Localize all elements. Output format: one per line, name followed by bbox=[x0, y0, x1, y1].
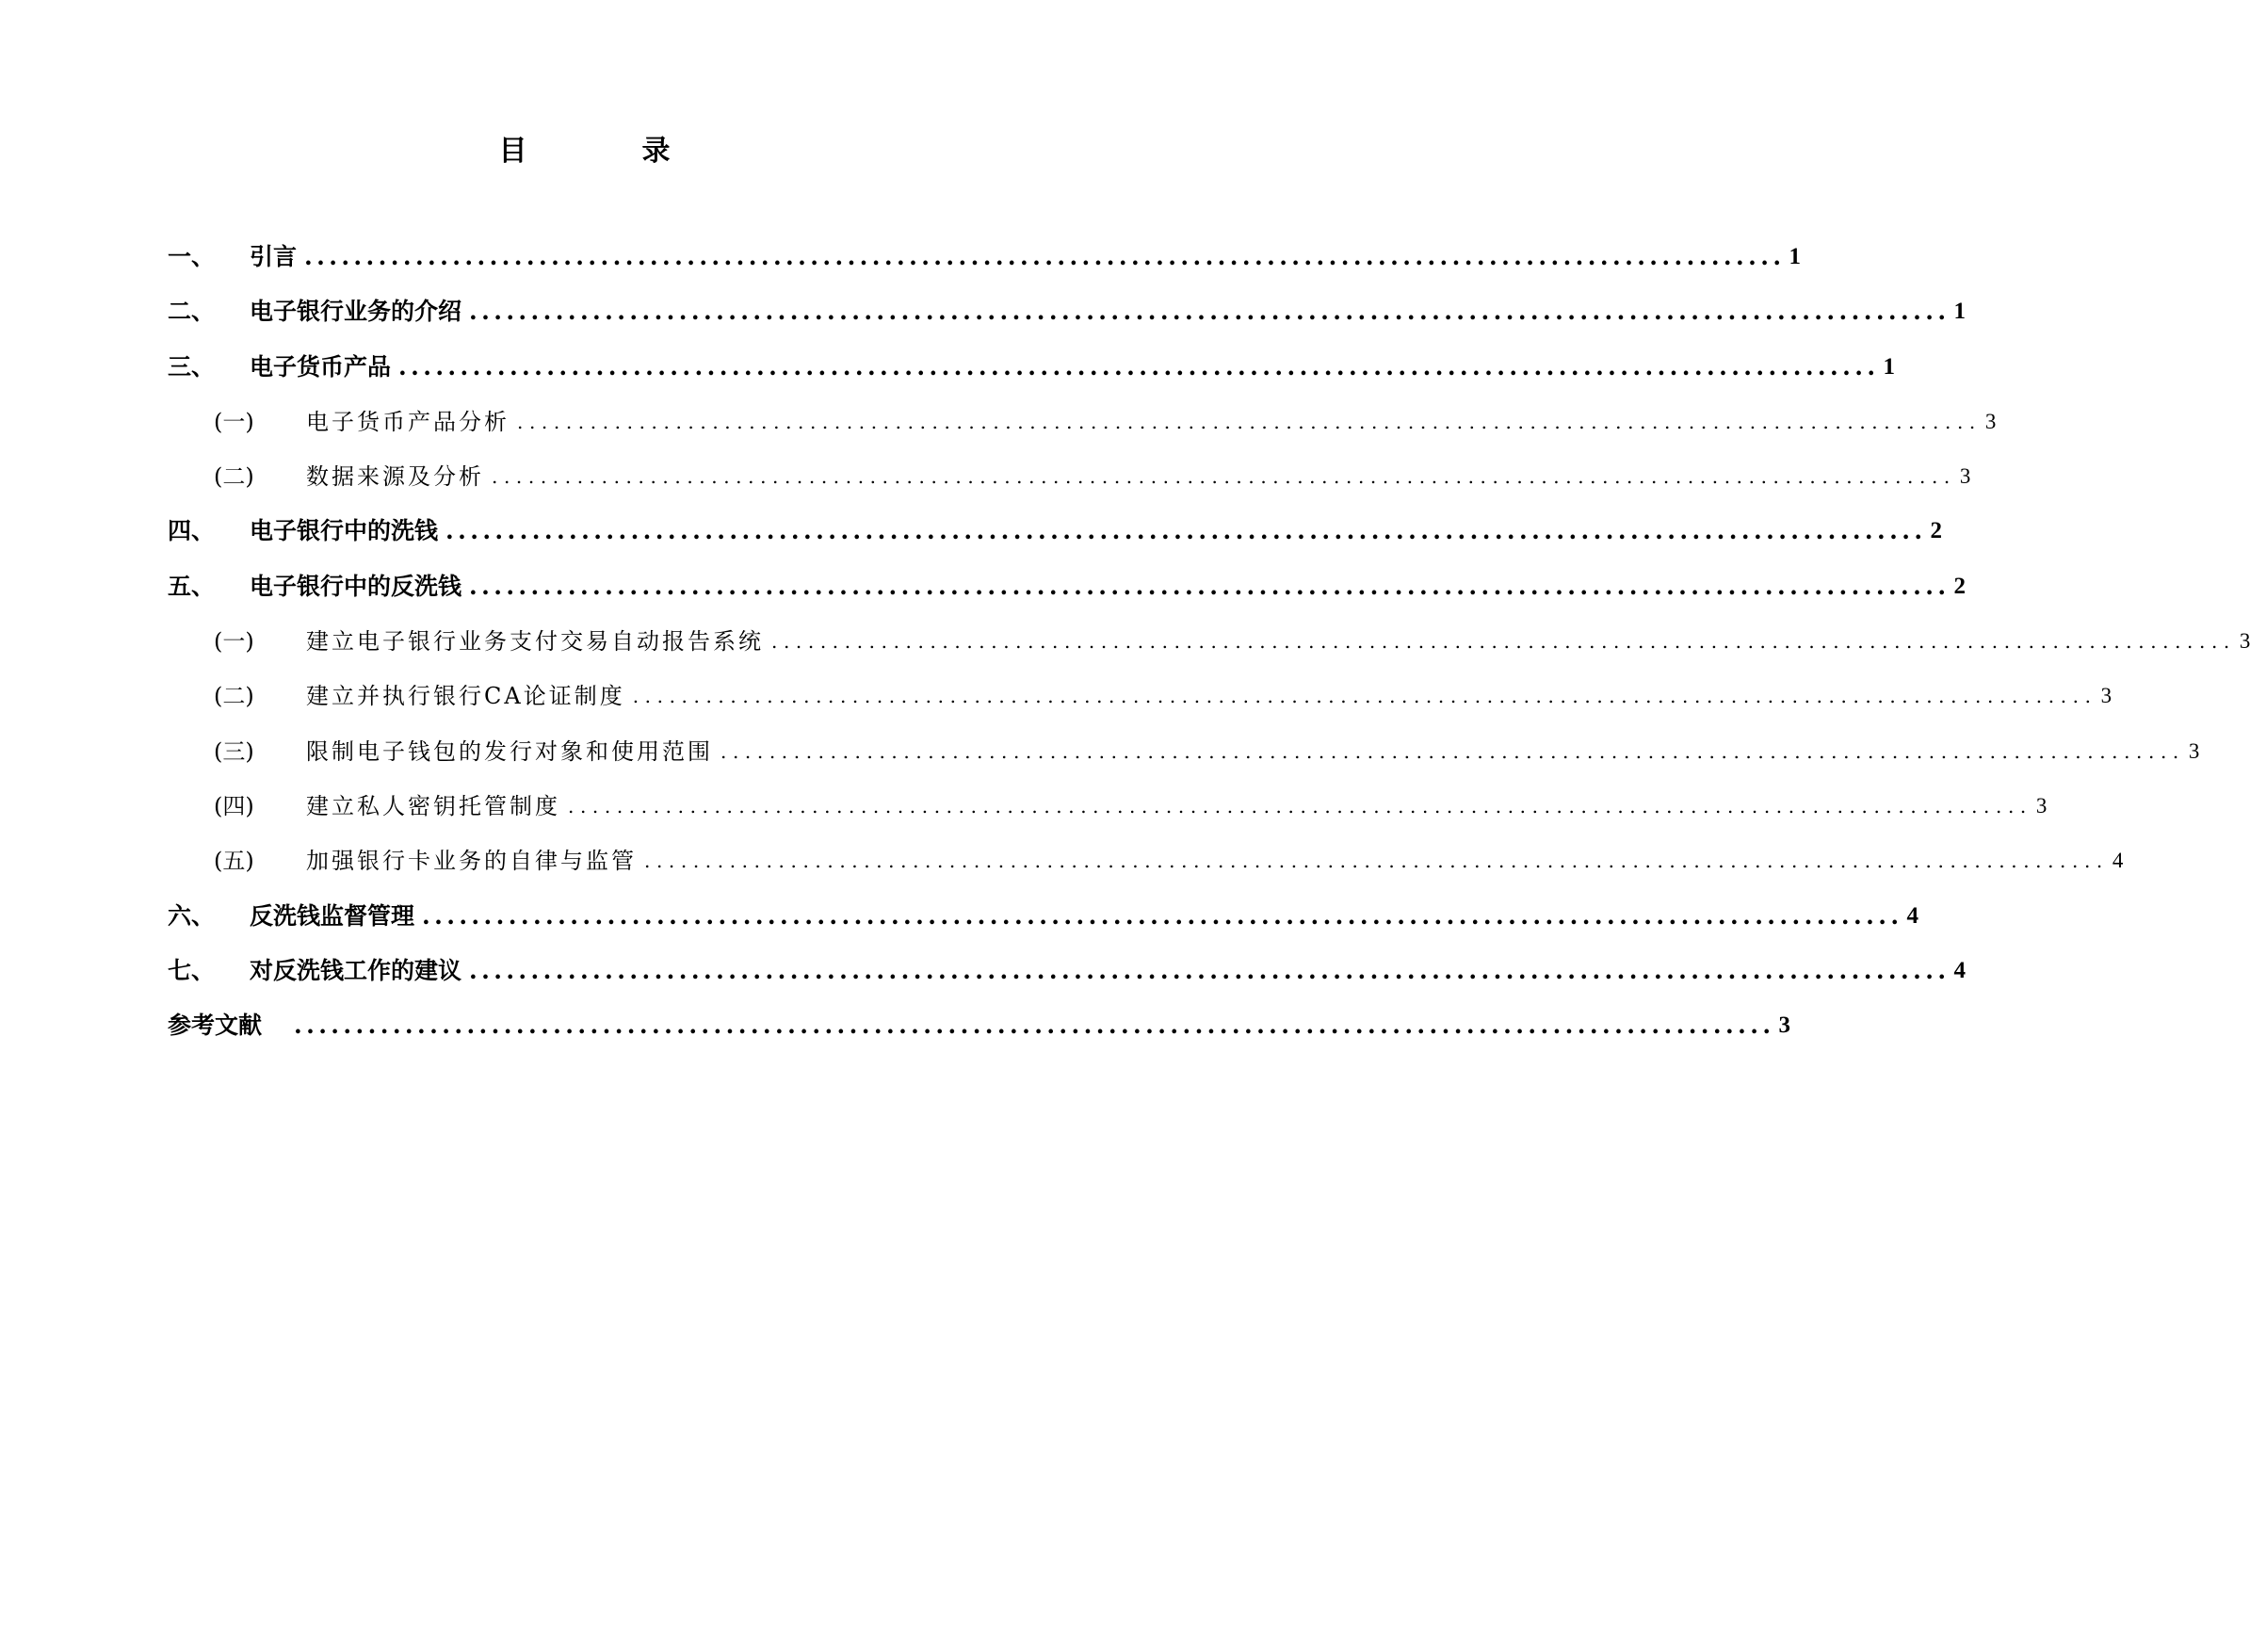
toc-entry-label: 电子货币产品分析 bbox=[306, 408, 510, 435]
toc-entry-label: 加强银行卡业务的自律与监管 bbox=[306, 848, 637, 875]
toc-subentry[interactable] bbox=[168, 737, 2200, 792]
toc-entry-label: 建立并执行银行CA论证制度 bbox=[306, 683, 625, 710]
dot-leader: ........................................................................................................................ bbox=[398, 352, 1880, 381]
toc-entry-label: 参考文献 bbox=[168, 1012, 263, 1040]
toc-subentry[interactable] bbox=[168, 682, 2112, 737]
dot-leader: ........................................................................................................................ bbox=[632, 685, 2097, 708]
dot-leader: ........................................................................................................................ bbox=[469, 956, 1951, 984]
toc-entry-page: 4 bbox=[1953, 957, 1966, 983]
toc-entry-number: 三、 bbox=[168, 352, 216, 381]
toc-subentry[interactable] bbox=[168, 408, 1997, 462]
dot-leader: ........................................................................................................................ bbox=[492, 465, 1956, 489]
toc-entry-number: (五) bbox=[214, 848, 254, 875]
toc-entry[interactable] bbox=[168, 243, 1801, 298]
table-of-contents bbox=[168, 243, 2250, 1066]
toc-entry-number: 七、 bbox=[168, 956, 216, 984]
toc-entry-number: 六、 bbox=[168, 901, 216, 930]
toc-subentry[interactable] bbox=[168, 792, 2048, 847]
toc-entry-page: 2 bbox=[1930, 518, 1942, 544]
toc-entry-page: 3 bbox=[2188, 738, 2200, 763]
toc-entry[interactable] bbox=[168, 352, 1895, 408]
toc-entry-label: 对反洗钱工作的建议 bbox=[250, 956, 462, 984]
dot-leader: ........................................................................................................................ bbox=[469, 572, 1951, 600]
dot-leader: ........................................................................................................................ bbox=[517, 410, 1982, 433]
toc-entry-label: 电子银行中的反洗钱 bbox=[250, 572, 462, 600]
toc-entry-number: (二) bbox=[214, 683, 254, 710]
toc-subentry[interactable] bbox=[168, 847, 2124, 901]
toc-entry[interactable] bbox=[168, 298, 1966, 352]
toc-entry-number: (四) bbox=[214, 792, 254, 819]
toc-entry-page: 3 bbox=[2035, 793, 2048, 818]
toc-entry-page: 4 bbox=[1906, 902, 1918, 929]
toc-entry-number: (三) bbox=[214, 737, 254, 765]
toc-entry-number: 一、 bbox=[168, 243, 216, 270]
toc-entry-label: 反洗钱监督管理 bbox=[250, 901, 415, 930]
dot-leader: ........................................................................................................................ bbox=[568, 794, 2032, 818]
dot-leader: ........................................................................................................................ bbox=[720, 739, 2185, 763]
toc-entry-page: 3 bbox=[1984, 409, 1997, 433]
toc-entry-number: 五、 bbox=[168, 572, 216, 600]
toc-entry-label: 引言 bbox=[250, 243, 298, 270]
dot-leader: ........................................................................................................................ bbox=[644, 850, 2109, 873]
dot-leader: ........................................................................................................................ bbox=[294, 1012, 1775, 1040]
toc-entry-page: 1 bbox=[1953, 299, 1966, 325]
toc-entry-page: 3 bbox=[1959, 464, 1971, 489]
toc-entry-page: 3 bbox=[2239, 629, 2250, 654]
toc-entry-label: 电子银行业务的介绍 bbox=[250, 298, 462, 326]
toc-subentry[interactable] bbox=[168, 462, 1971, 517]
toc-entry[interactable] bbox=[168, 517, 1942, 572]
toc-entry[interactable] bbox=[168, 956, 1966, 1012]
toc-entry-number: 四、 bbox=[168, 517, 216, 545]
toc-subentry[interactable] bbox=[168, 627, 2250, 682]
toc-entry-label: 数据来源及分析 bbox=[306, 463, 484, 491]
toc-entry-label: 建立电子银行业务支付交易自动报告系统 bbox=[306, 628, 764, 656]
toc-entry-label: 限制电子钱包的发行对象和使用范围 bbox=[306, 737, 713, 765]
toc-entry-number: (一) bbox=[214, 628, 254, 656]
toc-entry-number: 二、 bbox=[168, 298, 216, 326]
toc-entry[interactable] bbox=[168, 901, 1918, 957]
dot-leader: ........................................................................................................................ bbox=[771, 630, 2236, 654]
dot-leader: ........................................................................................................................ bbox=[422, 901, 1903, 930]
dot-leader: ........................................................................................................................ bbox=[304, 243, 1786, 270]
toc-entry-references[interactable] bbox=[168, 1012, 1790, 1066]
toc-entry[interactable] bbox=[168, 572, 1966, 627]
toc-entry-label: 电子货币产品 bbox=[250, 352, 392, 381]
toc-entry-page: 3 bbox=[2100, 684, 2112, 708]
toc-entry-label: 建立私人密钥托管制度 bbox=[306, 792, 560, 819]
dot-leader: ........................................................................................................................ bbox=[445, 517, 1927, 545]
toc-title: 目 录 bbox=[498, 135, 714, 168]
toc-entry-label: 电子银行中的洗钱 bbox=[250, 517, 439, 545]
toc-entry-number: (二) bbox=[214, 463, 254, 491]
toc-entry-page: 1 bbox=[1883, 353, 1895, 380]
dot-leader: ........................................................................................................................ bbox=[469, 298, 1951, 326]
toc-entry-page: 4 bbox=[2112, 849, 2124, 873]
toc-entry-page: 1 bbox=[1789, 244, 1801, 269]
toc-entry-page: 2 bbox=[1953, 573, 1966, 599]
toc-entry-page: 3 bbox=[1778, 1012, 1790, 1039]
toc-entry-number: (一) bbox=[214, 408, 254, 435]
